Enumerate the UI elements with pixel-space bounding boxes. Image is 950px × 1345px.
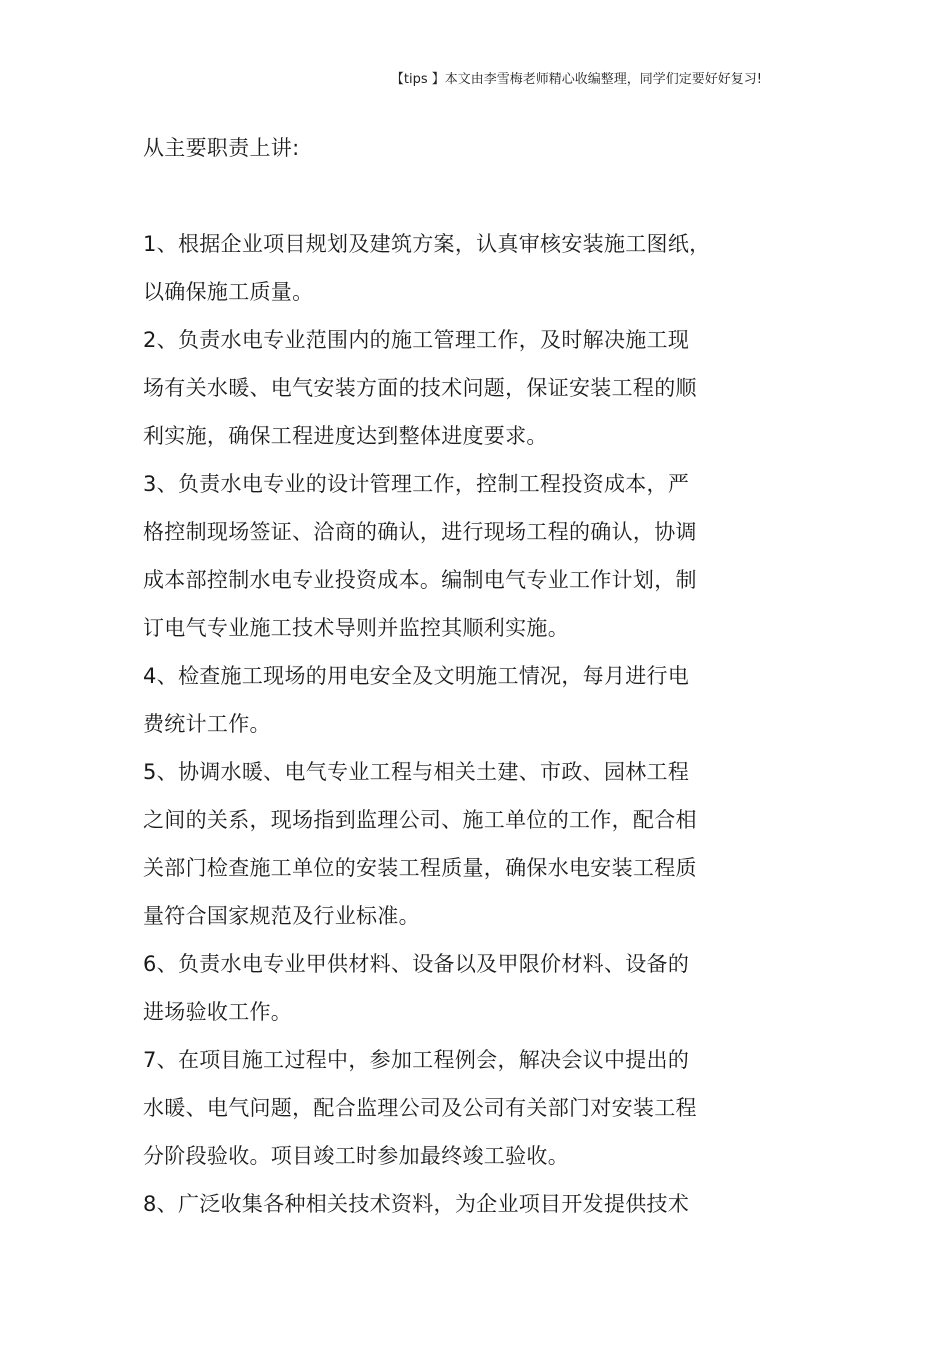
list-item (143, 940, 743, 1036)
item-line: 场有关水暖、电气安装方面的技术问题，保证安装工程的顺 (143, 376, 697, 400)
item-line: 费统计工作。 (143, 712, 271, 736)
item-line: 3、负责水电专业的设计管理工作，控制工程投资成本，严 (143, 472, 690, 496)
item-line: 订电气专业施工技术导则并监控其顺利实施。 (143, 616, 569, 640)
item-line: 分阶段验收。项目竣工时参加最终竣工验收。 (143, 1144, 569, 1168)
document-body (143, 124, 743, 1228)
item-line: 利实施，确保工程进度达到整体进度要求。 (143, 424, 548, 448)
item-line: 成本部控制水电专业投资成本。编制电气专业工作计划，制 (143, 568, 697, 592)
list-item (143, 460, 743, 652)
item-line: 以确保施工质量。 (143, 280, 314, 304)
list-item (143, 220, 743, 316)
item-line: 关部门检查施工单位的安装工程质量，确保水电安装工程质 (143, 856, 697, 880)
item-line: 进场验收工作。 (143, 1000, 293, 1024)
item-line: 1、根据企业项目规划及建筑方案，认真审核安装施工图纸， (143, 232, 711, 256)
item-line: 6、负责水电专业甲供材料、设备以及甲限价材料、设备的 (143, 952, 690, 976)
list-item (143, 316, 743, 460)
list-item (143, 748, 743, 940)
item-line: 8、广泛收集各种相关技术资料，为企业项目开发提供技术 (143, 1192, 690, 1216)
item-line: 4、检查施工现场的用电安全及文明施工情况，每月进行电 (143, 664, 690, 688)
section-heading: 从主要职责上讲: (143, 136, 300, 160)
header-tip: 【tips 】本文由李雪梅老师精心收编整理，同学们定要好好复习! (390, 72, 762, 87)
item-line: 之间的关系，现场指到监理公司、施工单位的工作，配合相 (143, 808, 697, 832)
list-item (143, 1180, 743, 1228)
list-item (143, 1036, 743, 1180)
item-line: 2、负责水电专业范围内的施工管理工作，及时解决施工现 (143, 328, 690, 352)
item-line: 格控制现场签证、洽商的确认，进行现场工程的确认，协调 (143, 520, 697, 544)
item-line: 5、协调水暖、电气专业工程与相关土建、市政、园林工程 (143, 760, 690, 784)
item-line: 量符合国家规范及行业标准。 (143, 904, 420, 928)
item-line: 7、在项目施工过程中，参加工程例会，解决会议中提出的 (143, 1048, 690, 1072)
item-line: 水暖、电气问题，配合监理公司及公司有关部门对安装工程 (143, 1096, 697, 1120)
list-item (143, 652, 743, 748)
